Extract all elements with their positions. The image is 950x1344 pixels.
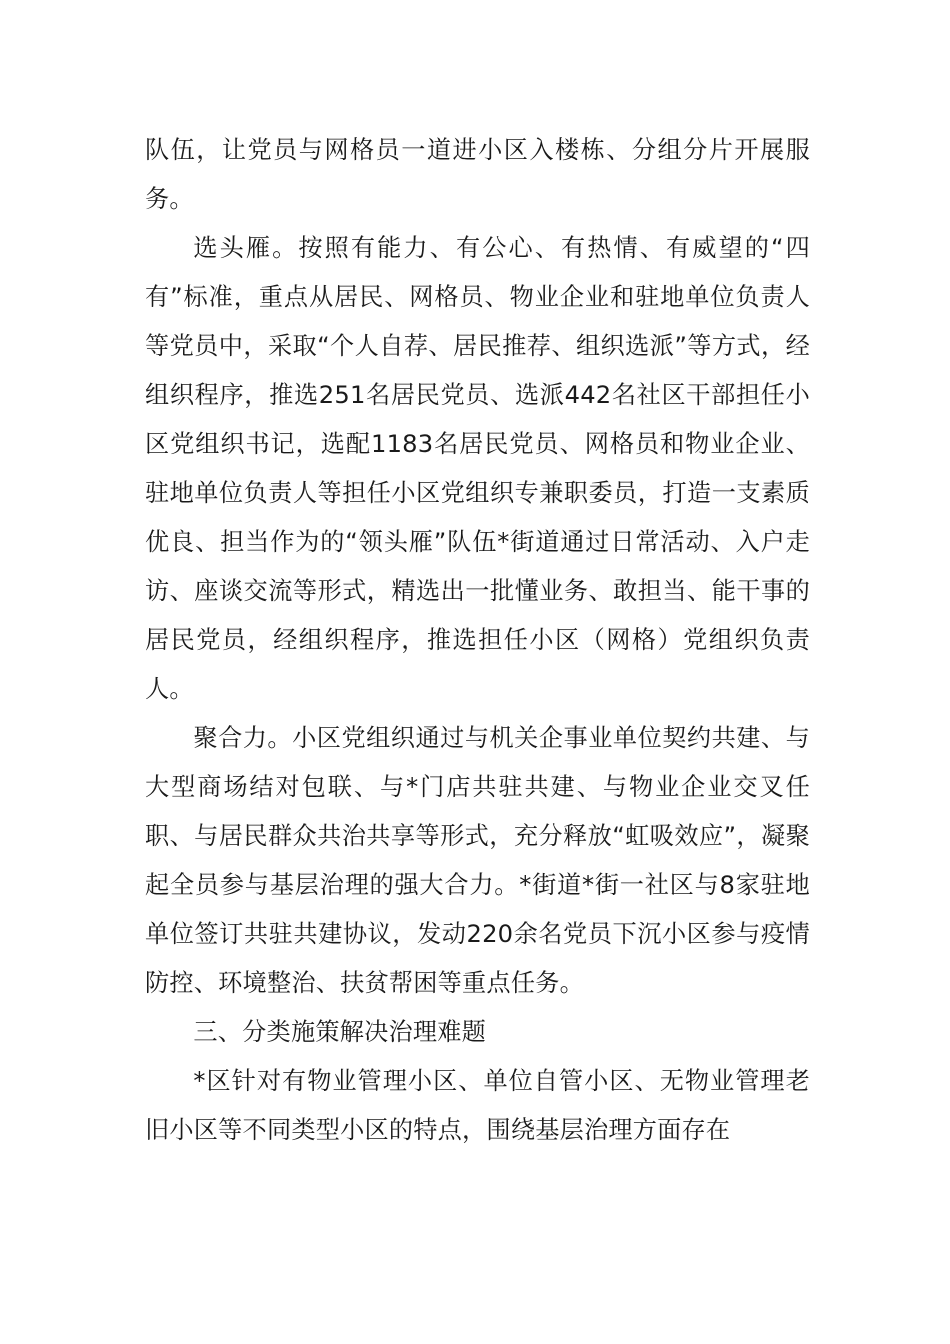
paragraph-4: *区针对有物业管理小区、单位自管小区、无物业管理老旧小区等不同类型小区的特点，围绕基层治理方面存在 — [145, 1067, 810, 1144]
section-heading: 三、分类施策解决治理难题 — [193, 1018, 487, 1046]
paragraph-1: 队伍，让党员与网格员一道进小区入楼栋、分组分片开展服务。 — [145, 136, 810, 213]
paragraph-2: 选头雁。按照有能力、有公心、有热情、有威望的“四有”标准，重点从居民、网格员、物业企业和驻地单位负责人等党员中，采取“个人自荐、居民推荐、组织选派”等方式，经组织程序，推选251名居民党员、选派442名社区干部担任小区党组织书记，选配1183名居民党员、网格员和物业企业、驻地单位负责人等担任小区党组织专兼职委员，打造一支素质优良、担当作为的“领头雁”队伍*街道通过日常活动、入户走访、座谈交流等形式，精选出一批懂业务、敢担当、能干事的居民党员，经组织程序，推选担任小区（网格）党组织负责人。 — [145, 234, 810, 703]
paragraph-3: 聚合力。小区党组织通过与机关企事业单位契约共建、与大型商场结对包联、与*门店共驻共建、与物业企业交叉任职、与居民群众共治共享等形式，充分释放“虹吸效应”，凝聚起全员参与基层治理的强大合力。*街道*街一社区与8家驻地单位签订共驻共建协议，发动220余名党员下沉小区参与疫情防控、环境整治、扶贫帮困等重点任务。 — [145, 724, 810, 997]
document-body — [145, 126, 810, 1155]
